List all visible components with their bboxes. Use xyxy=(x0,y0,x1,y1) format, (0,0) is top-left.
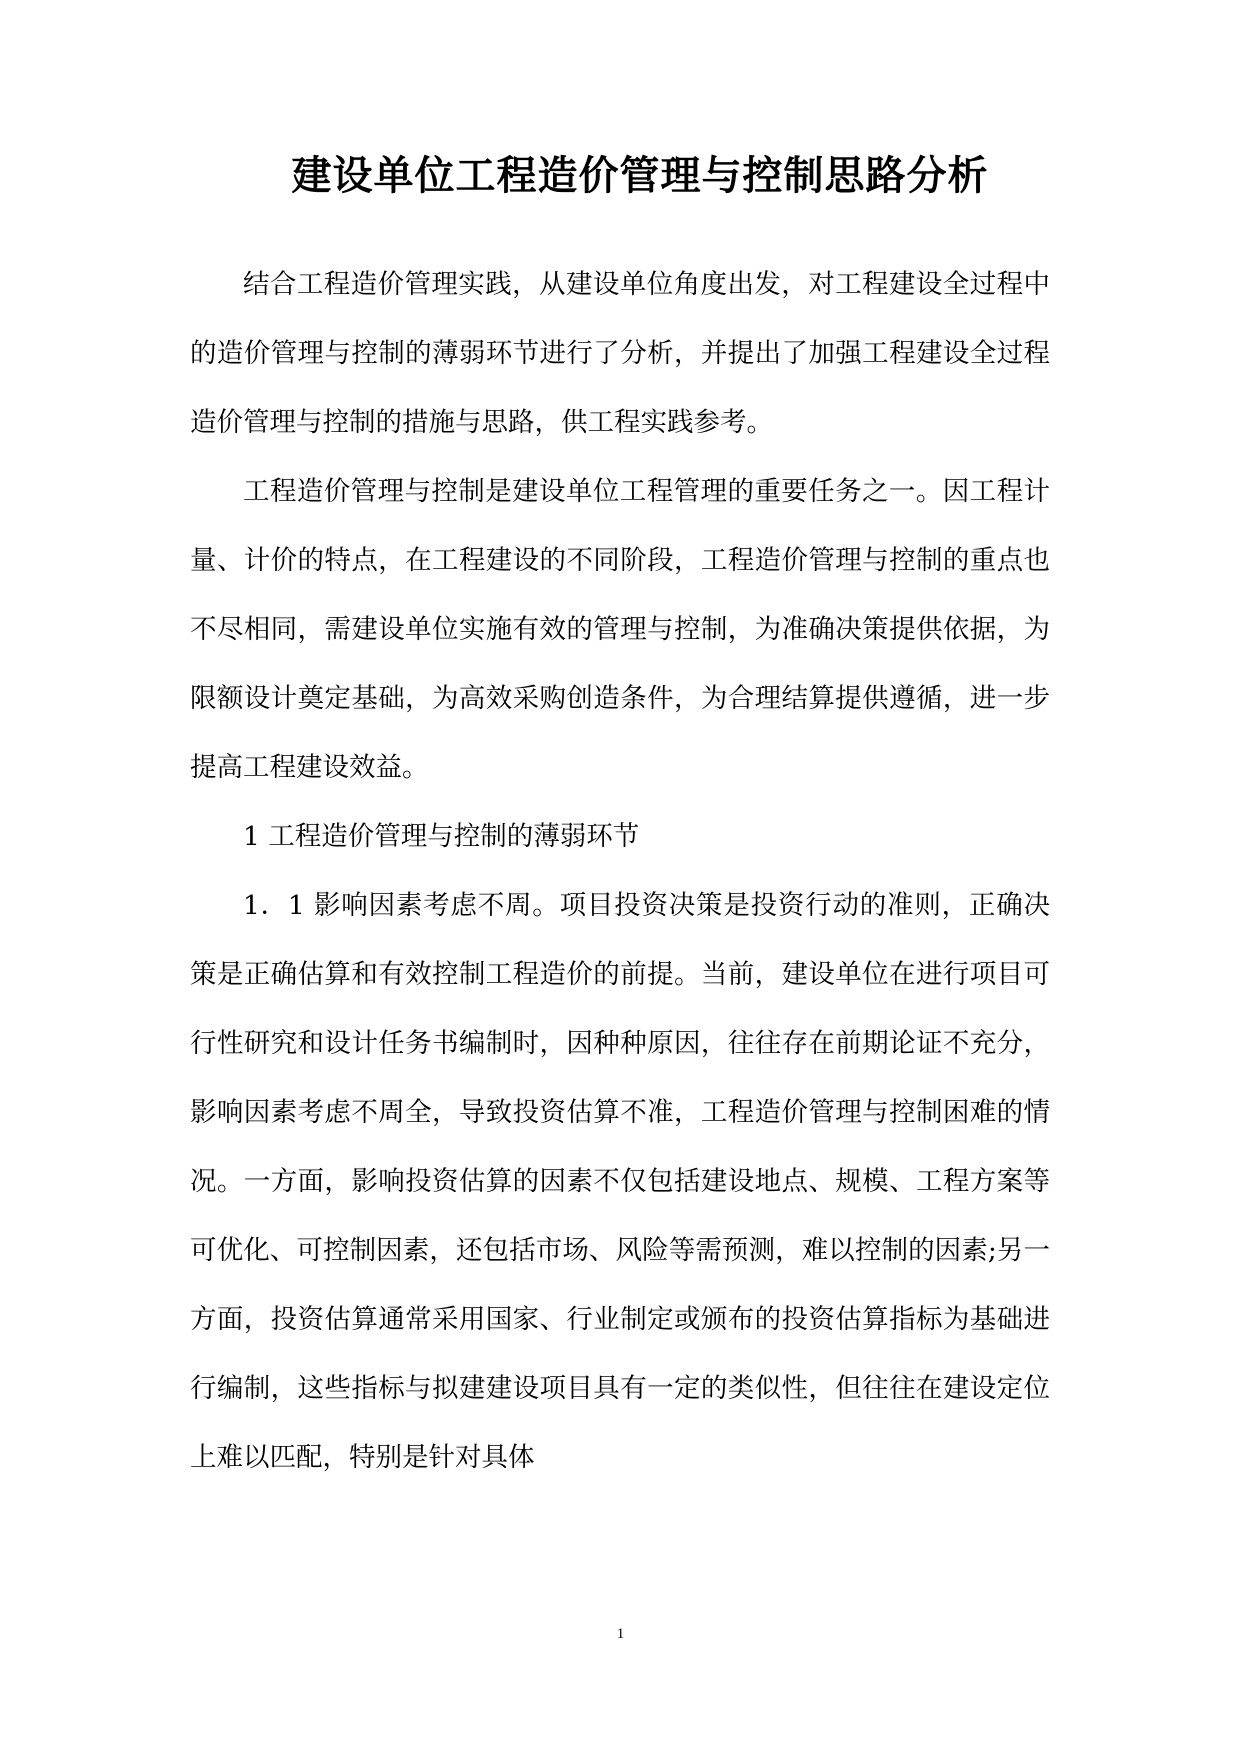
page-number: 1 xyxy=(616,1626,625,1642)
paragraph-intro: 结合工程造价管理实践，从建设单位角度出发，对工程建设全过程中的造价管理与控制的薄弱环节进行了分析，并提出了加强工程建设全过程造价管理与控制的措施与思路，供工程实践参考。 xyxy=(190,269,1050,438)
paragraph-section-1-1: 1．1 影响因素考虑不周。项目投资决策是投资行动的准则，正确决策是正确估算和有效控制工程造价的前提。当前，建设单位在进行项目可行性研究和设计任务书编制时，因种种原因，往往存在前期论证不充分，影响因素考虑不周全，导致投资估算不准，工程造价管理与控制困难的情况。一方面，影响投资估算的因素不仅包括建设地点、规模、工程方案等可优化、可控制因素，还包括市场、风险等需预测，难以控制的因素;另一方面，投资估算通常采用国家、行业制定或颁布的投资估算指标为基础进行编制，这些指标与拟建建设项目具有一定的类似性，但往往在建设定位上难以匹配，特别是针对具体 xyxy=(190,890,1050,1473)
document-title: 建设单位工程造价管理与控制思路分析 xyxy=(291,152,989,199)
paragraph-overview: 工程造价管理与控制是建设单位工程管理的重要任务之一。因工程计量、计价的特点，在工程建设的不同阶段，工程造价管理与控制的重点也不尽相同，需建设单位实施有效的管理与控制，为准确决策提供依据，为限额设计奠定基础，为高效采购创造条件，为合理结算提供遵循，进一步提高工程建设效益。 xyxy=(190,476,1050,783)
section-heading-1: 1 工程造价管理与控制的薄弱环节 xyxy=(243,821,640,852)
document-body xyxy=(190,250,1050,1492)
